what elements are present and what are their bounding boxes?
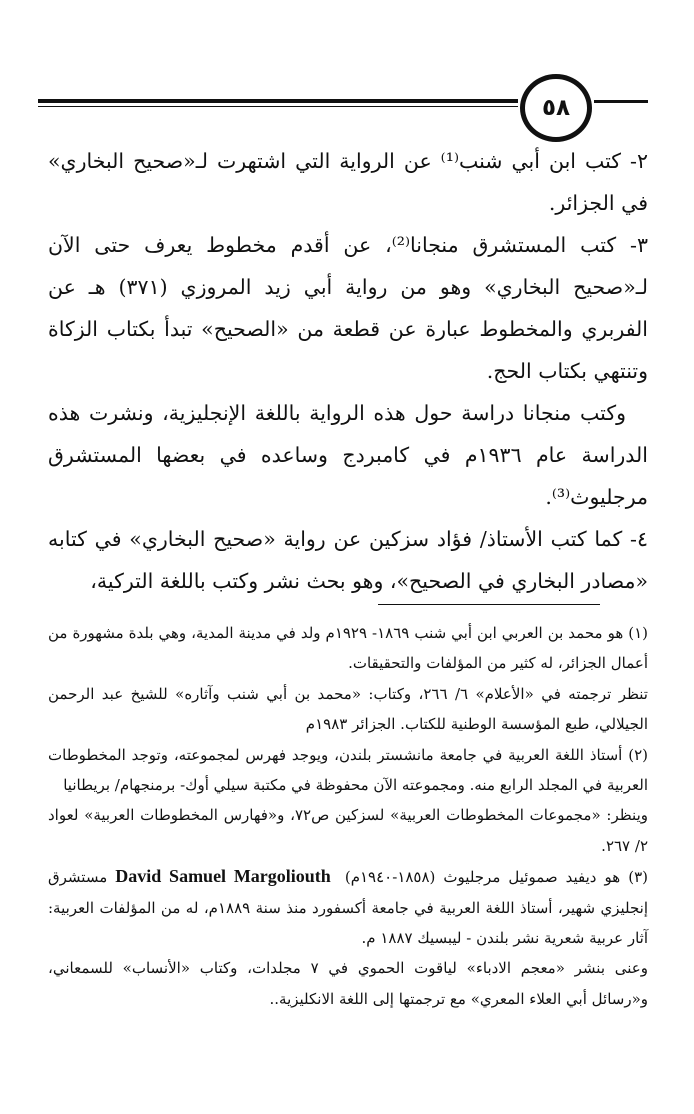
header-rule-tail (594, 100, 648, 103)
footnote-3-description: مستشرق إنجليزي شهير، أستاذ اللغة العربية في جامعة أكسفورد منذ سنة ١٨٨٩م، له من المؤلفات العربية: آثار عربية شعرية نشر بلندن - ليبسيك ١٨٨٧ م. (48, 868, 648, 948)
main-text (48, 140, 648, 602)
footnote-1-reference: تنظر ترجمته في «الأعلام» ٦/ ٢٦٦، وكتاب: «محمد بن أبي شنب وآثاره» للشيخ عبد الرحمن الجيلالي، طبع المؤسسة الوطنية للكتاب. الجزائر ١٩٨٣م (48, 684, 648, 734)
header-rule-thick (38, 99, 518, 103)
footnote-3 (48, 861, 648, 953)
paragraph-item-4: ٤- كما كتب الأستاذ/ فؤاد سزكين عن رواية «صحيح البخاري» في كتابه «مصادر البخاري في الصحيح»، وهو بحث نشر وكتب باللغة التركية، (48, 527, 648, 593)
footnote-3-arabic-name: (٣) هو ديفيد صموئيل مرجليوث (١٨٥٨-١٩٤٠م) (344, 868, 648, 887)
footnote-3-latin-name: David Samuel Margoliouth (115, 866, 331, 887)
paragraph-item-2: ٢- كتب ابن أبي شنب⁽¹⁾ عن الرواية التي اشتهرت لـ«صحيح البخاري» في الجزائر. (48, 149, 648, 215)
paragraph-mingana-study: وكتب منجانا دراسة حول هذه الرواية باللغة الإنجليزية، ونشرت هذه الدراسة عام ١٩٣٦م في كامبردج وساعده في بعضها المستشرق مرجليوث⁽³⁾. (48, 401, 648, 509)
footnote-1: (١) هو محمد بن العربي ابن أبي شنب ١٨٦٩- ١٩٢٩م ولد في مدينة المدية، وهي بلدة مشهورة من أعمال الجزائر، له كثير من المؤلفات والتحقيقات. (48, 624, 649, 673)
footnote-2-reference: وينظر: «مجموعات المخطوطات العربية» لسزكين ص٧٢، و«فهارس المخطوطات العربية» لعواد ٢/ ٢٦٧. (48, 806, 648, 855)
footnote-2: (٢) أستاذ اللغة العربية في جامعة مانشستر بلندن، ويوجد فهرس لمجموعته، وتوجد المخطوطات العربية في المجلد الرابع منه. ومجموعته الآن محفوظة في مكتبة سيلي أوك- برمنجهام/ بريطانيا (48, 745, 648, 795)
footnote-separator (378, 604, 600, 605)
footnotes (48, 618, 648, 1014)
header-rule-thin (38, 106, 518, 107)
page-number: ٥٨ (520, 74, 592, 142)
paragraph-item-3: ٣- كتب المستشرق منجانا⁽²⁾، عن أقدم مخطوط يعرف حتى الآن لـ«صحيح البخاري» وهو من رواية أبي زيد المروزي (٣٧١) هـ عن الفربري والمخطوط عبارة عن قطعة من «الصحيح» تبدأ بكتاب الزكاة وتنتهي بكتاب الحج. (48, 233, 648, 383)
footnote-3-works: وعنى بنشر «معجم الادباء» لياقوت الحموي في ٧ مجلدات، وكتاب «الأنساب» للسمعاني، و«رسائل أبي العلاء المعري» مع ترجمتها إلى اللغة الانكليزية.. (48, 959, 648, 1008)
